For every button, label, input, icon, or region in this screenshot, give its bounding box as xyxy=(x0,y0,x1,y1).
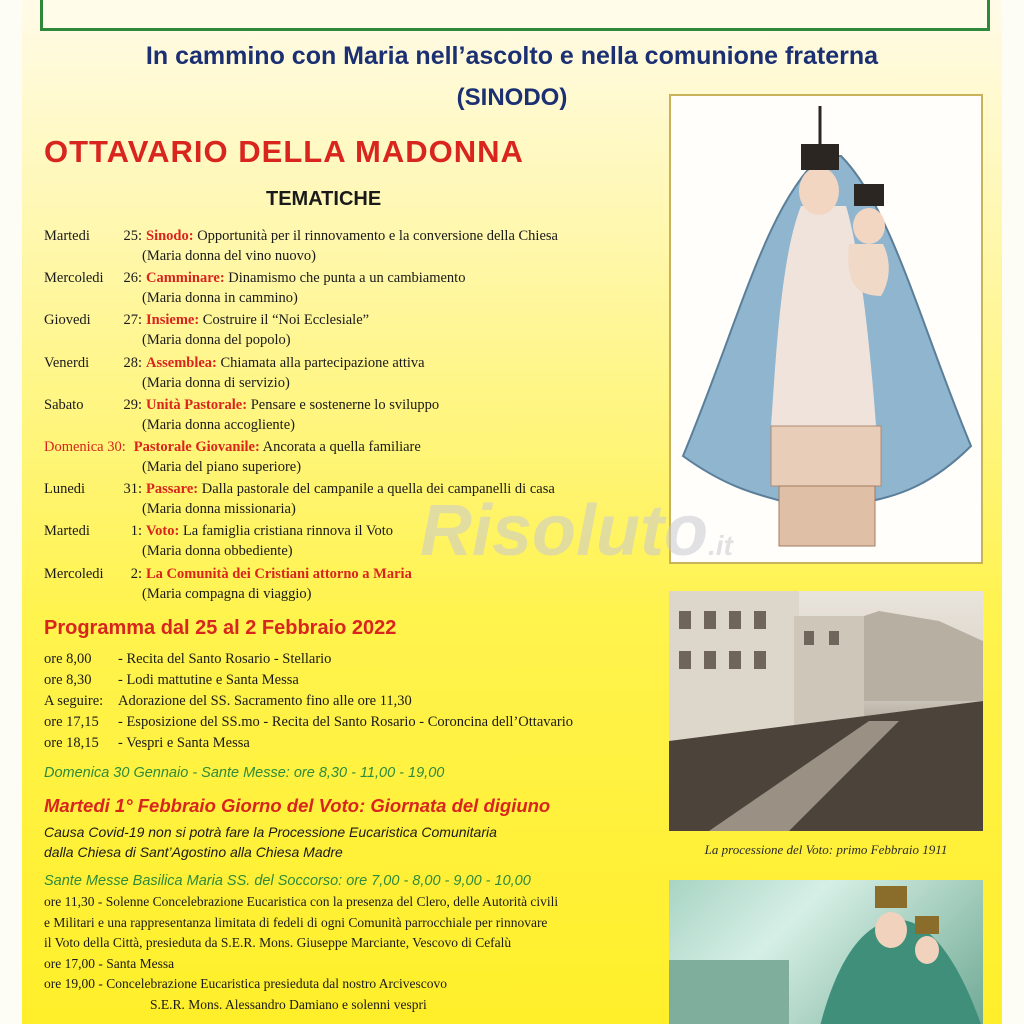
tematica-row xyxy=(44,355,425,372)
tematica-date: 2: xyxy=(130,566,142,582)
voto-paragraph-line: ore 19,00 - Concelebrazione Eucaristica presieduta dal nostro Arcivescovo xyxy=(44,976,447,991)
procession-caption: La processione del Voto: primo Febbraio 1911 xyxy=(704,842,948,857)
programma-time: A seguire: xyxy=(44,693,104,709)
tematica-date: 25: xyxy=(123,228,142,244)
watermark-tld: .it xyxy=(707,530,733,561)
programma-time: ore 17,15 xyxy=(44,714,99,730)
watermark-text: Risoluto xyxy=(420,491,708,571)
programma-row xyxy=(44,651,331,668)
tematica-date: 27: xyxy=(123,312,142,328)
programma-desc: - Recita del Santo Rosario - Stellario xyxy=(118,651,332,667)
tematica-row xyxy=(44,566,412,583)
programma-time: ore 8,00 xyxy=(44,651,92,667)
madonna-painting-photo xyxy=(669,880,983,1024)
tematiche-heading: TEMATICHE xyxy=(266,188,382,210)
tematica-keyword: La Comunità dei Cristiani attorno a Maria xyxy=(146,566,412,582)
tematica-date: 1: xyxy=(130,523,142,539)
tematica-keyword: Assemblea: xyxy=(146,355,217,371)
sante-messe-line: Sante Messe Basilica Maria SS. del Soccorso: ore 7,00 - 8,00 - 9,00 - 10,00 xyxy=(44,873,531,889)
tematica-row xyxy=(44,270,465,287)
covid-line-2: dalla Chiesa di Sant’Agostino alla Chiesa Madre xyxy=(44,844,343,860)
programma-desc: Adorazione del SS. Sacramento fino alle ore 11,30 xyxy=(118,693,412,709)
programma-desc: - Esposizione del SS.mo - Recita del Santo Rosario - Coroncina dell’Ottavario xyxy=(118,714,574,730)
tematica-keyword: Insieme: xyxy=(146,312,200,328)
programma-title: Programma dal 25 al 2 Febbraio 2022 xyxy=(44,617,397,639)
tematica-day: Martedi xyxy=(44,523,90,539)
programma-row xyxy=(44,714,573,731)
tematica-subtitle: (Maria donna obbediente) xyxy=(142,543,293,559)
tematica-text: Costruire il “Noi Ecclesiale” xyxy=(199,312,370,328)
voto-paragraph-line: ore 11,30 - Solenne Concelebrazione Eucaristica con la presenza del Clero, delle Autorità civili xyxy=(44,894,559,909)
tematica-keyword: Pastorale Giovanile: xyxy=(133,439,260,455)
programma-time: ore 18,15 xyxy=(44,735,99,751)
voto-paragraph-line: S.E.R. Mons. Alessandro Damiano e solenni vespri xyxy=(150,996,427,1012)
watermark xyxy=(420,490,733,572)
tematica-row xyxy=(44,312,369,329)
tematica-text: Opportunità per il rinnovamento e la conversione della Chiesa xyxy=(193,228,558,244)
tematica-text: Dalla pastorale del campanile a quella dei campanelli di casa xyxy=(198,481,555,497)
tematica-date: 29: xyxy=(123,397,142,413)
procession-1911-photo xyxy=(669,591,983,831)
tematica-day: Venerdi xyxy=(44,355,90,371)
programma-desc: - Vespri e Santa Messa xyxy=(118,735,250,751)
subtitle: In cammino con Maria nell’ascolto e nella comunione fraterna xyxy=(145,42,879,70)
programma-row xyxy=(44,672,299,689)
tematica-day: Lunedi xyxy=(44,481,86,497)
tematica-date: 28: xyxy=(123,355,142,371)
tematica-day: Mercoledi xyxy=(44,566,104,582)
tematica-day: Mercoledi xyxy=(44,270,104,286)
tematica-text: Dinamismo che punta a un cambiamento xyxy=(224,270,466,286)
left-margin xyxy=(0,0,22,1024)
tematica-subtitle: (Maria compagna di viaggio) xyxy=(142,586,312,602)
tematica-day: Sabato xyxy=(44,397,84,413)
tematica-row xyxy=(44,523,393,540)
tematica-row xyxy=(44,439,421,456)
programma-desc: - Lodi mattutine e Santa Messa xyxy=(118,672,299,688)
tematica-subtitle: (Maria donna accogliente) xyxy=(142,417,295,433)
martedi-title: Martedi 1° Febbraio Giorno del Voto: Giornata del digiuno xyxy=(44,795,551,816)
tematica-keyword: Sinodo: xyxy=(146,228,194,244)
voto-paragraph-line: ore 17,00 - Santa Messa xyxy=(44,955,175,971)
tematica-row xyxy=(44,397,439,414)
voto-paragraph-line: e Militari e una rappresentanza limitata di fedeli di ogni Comunità parrocchiale per rinnovare xyxy=(44,914,548,930)
tematica-subtitle: (Maria donna in cammino) xyxy=(142,290,298,306)
tematica-date: 26: xyxy=(123,270,142,286)
tematica-day: Martedi xyxy=(44,228,90,244)
tematica-day: Domenica 30: xyxy=(44,439,126,455)
top-banner xyxy=(40,0,990,31)
ottavario-title: OTTAVARIO DELLA MADONNA xyxy=(44,134,524,169)
tematica-text: Pensare e sostenerne lo sviluppo xyxy=(247,397,440,413)
tematica-date: 31: xyxy=(123,481,142,497)
programma-row xyxy=(44,693,412,710)
tematica-text: Ancorata a quella familiare xyxy=(259,439,421,455)
tematica-day: Giovedi xyxy=(44,312,91,328)
tematica-subtitle: (Maria donna di servizio) xyxy=(142,375,290,391)
tematica-subtitle: (Maria donna del vino nuovo) xyxy=(142,248,316,264)
tematica-subtitle: (Maria donna missionaria) xyxy=(142,501,296,517)
tematica-keyword: Passare: xyxy=(146,481,199,497)
voto-paragraph-line: il Voto della Città, presieduta da S.E.R. Mons. Giuseppe Marciante, Vescovo di Cefalù xyxy=(44,935,512,950)
tematica-subtitle: (Maria del piano superiore) xyxy=(142,459,302,475)
tematica-text: Chiamata alla partecipazione attiva xyxy=(216,355,425,371)
tematica-row xyxy=(44,228,558,245)
programma-row xyxy=(44,735,250,752)
tematica-keyword: Voto: xyxy=(146,523,180,539)
domenica-line: Domenica 30 Gennaio - Sante Messe: ore 8,30 - 11,00 - 19,00 xyxy=(44,765,445,781)
tematica-text: La famiglia cristiana rinnova il Voto xyxy=(179,523,394,539)
right-margin xyxy=(1002,0,1024,1024)
tematica-subtitle: (Maria donna del popolo) xyxy=(142,332,291,348)
covid-line-1: Causa Covid-19 non si potrà fare la Processione Eucaristica Comunitaria xyxy=(44,824,497,840)
tematica-keyword: Unità Pastorale: xyxy=(146,397,248,413)
tematica-keyword: Camminare: xyxy=(146,270,225,286)
programma-time: ore 8,30 xyxy=(44,672,92,688)
subtitle-sinodo: (SINODO) xyxy=(456,84,568,111)
